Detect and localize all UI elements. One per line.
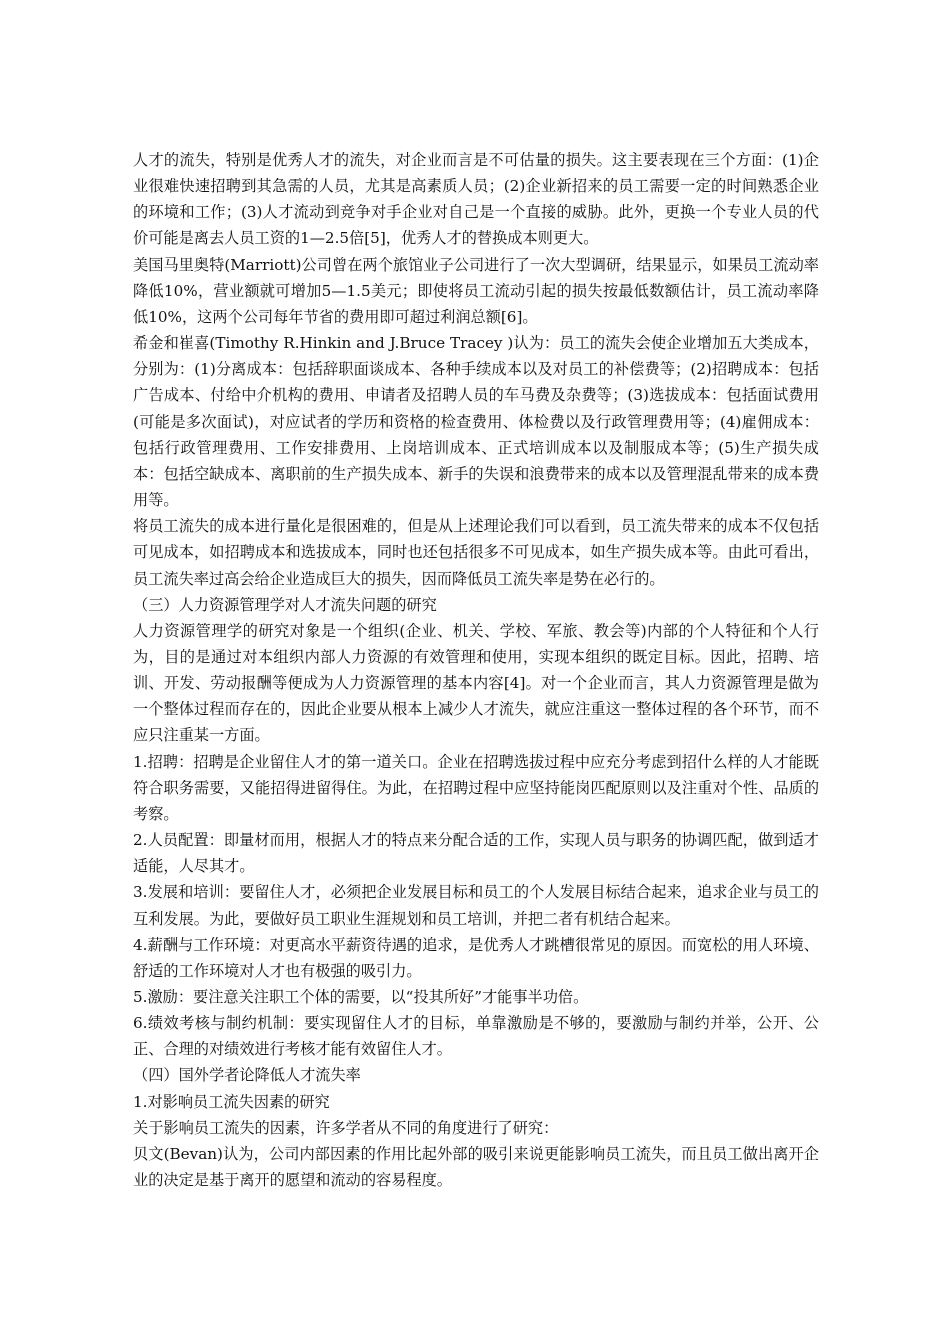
subsection-heading-factors: 1.对影响员工流失因素的研究 [133, 1092, 330, 1111]
paragraph-hinkin-tracey: 希金和崔喜(Timothy R.Hinkin and J.Bruce Tracey )认为：员工的流失会使企业增加五大类成本，分别为：(1)分离成本：包括辞职面谈成本、各种手续成本以及对员工的补偿费等；(2)招聘成本：包括广告成本、付给中介机构的费用、申请者及招聘人员的车马费及杂费等；(3)选拔成本：包括面试费用(可能是多次面试)，对应试者的学历和资格的检查费用、体检费以及行政管理费用等；(4)雇佣成本：包括行政管理费用、工作安排费用、上岗培训成本、正式培训成本以及制服成本等；(5)生产损失成本：包括空缺成本、离职前的生产损失成本、新手的失误和浪费带来的成本以及管理混乱带来的成本费用等。 [133, 334, 819, 510]
paragraph-cost-quantification: 将员工流失的成本进行量化是很困难的，但是从上述理论我们可以看到，员工流失带来的成本不仅包括可见成本，如招聘成本和选拔成本，同时也还包括很多不可见成本，如生产损失成本等。由此可看出，员工流失率过高会给企业造成巨大的损失，因而降低员工流失率是势在必行的。 [133, 517, 819, 588]
list-item-recruitment: 1.招聘：招聘是企业留住人才的第一道关口。企业在招聘选拔过程中应充分考虑到招什么样的人才能既符合职务需要，又能招得进留得住。为此，在招聘过程中应坚持能岗匹配原则以及注重对个性、品质的考察。 [133, 752, 819, 823]
paragraph-bevan: 贝文(Bevan)认为，公司内部因素的作用比起外部的吸引来说更能影响员工流失，而且员工做出离开企业的决定是基于离开的愿望和流动的容易程度。 [133, 1144, 819, 1190]
paragraph-factors-intro: 关于影响员工流失的因素，许多学者从不同的角度进行了研究： [133, 1118, 559, 1137]
paragraph-hrm-research: 人力资源管理学的研究对象是一个组织(企业、机关、学校、军旅、教会等)内部的个人特征和个人行为，目的是通过对本组织内部人力资源的有效管理和使用，实现本组织的既定目标。因此，招聘、培训、开发、劳动报酬等便成为人力资源管理的基本内容[4]。对一个企业而言，其人力资源管理是做为一个整体过程而存在的，因此企业要从根本上减少人才流失，就应注重这一整体过程的各个环节，而不应只注重某一方面。 [133, 621, 819, 745]
list-item-compensation: 4.薪酬与工作环境：对更高水平薪资待遇的追求，是优秀人才跳槽很常见的原因。而宽松的用人环境、舒适的工作环境对人才也有极强的吸引力。 [133, 935, 819, 980]
section-heading-4: （四）国外学者论降低人才流失率 [133, 1066, 361, 1085]
list-item-motivation: 5.激励：要注意关注职工个体的需要，以“投其所好”才能事半功倍。 [133, 988, 589, 1006]
paragraph-talent-loss: 人才的流失，特别是优秀人才的流失，对企业而言是不可估量的损失。这主要表现在三个方面：(1)企业很难快速招聘到其急需的人员，尤其是高素质人员；(2)企业新招来的员工需要一定的时间熟悉企业的环境和工作；(3)人才流动到竞争对手企业对自己是一个直接的威胁。此外，更换一个专业人员的代价可能是离去人员工资的1—2.5倍[5]，优秀人才的替换成本则更大。 [133, 151, 819, 248]
section-heading-3: （三）人力资源管理学对人才流失问题的研究 [133, 595, 437, 614]
list-item-training: 3.发展和培训：要留住人才，必须把企业发展目标和员工的个人发展目标结合起来，追求企业与员工的互利发展。为此，要做好员工职业生涯规划和员工培训，并把二者有机结合起来。 [133, 883, 819, 928]
paragraph-marriott-study: 美国马里奥特(Marriott)公司曾在两个旅馆业子公司进行了一次大型调研，结果显示，如果员工流动率降低10%，营业额就可增加5—1.5美元；即使将员工流动引起的损失按最低数额估计，员工流动率降低10%，这两个公司每年节省的费用即可超过利润总额[6]。 [133, 255, 819, 326]
list-item-performance: 6.绩效考核与制约机制：要实现留住人才的目标，单靠激励是不够的，要激励与制约并举，公开、公正、合理的对绩效进行考核才能有效留住人才。 [133, 1014, 819, 1059]
document-body [133, 147, 819, 1193]
list-item-staffing: 2.人员配置：即量材而用，根据人才的特点来分配合适的工作，实现人员与职务的协调匹配，做到适才适能，人尽其才。 [133, 831, 819, 876]
